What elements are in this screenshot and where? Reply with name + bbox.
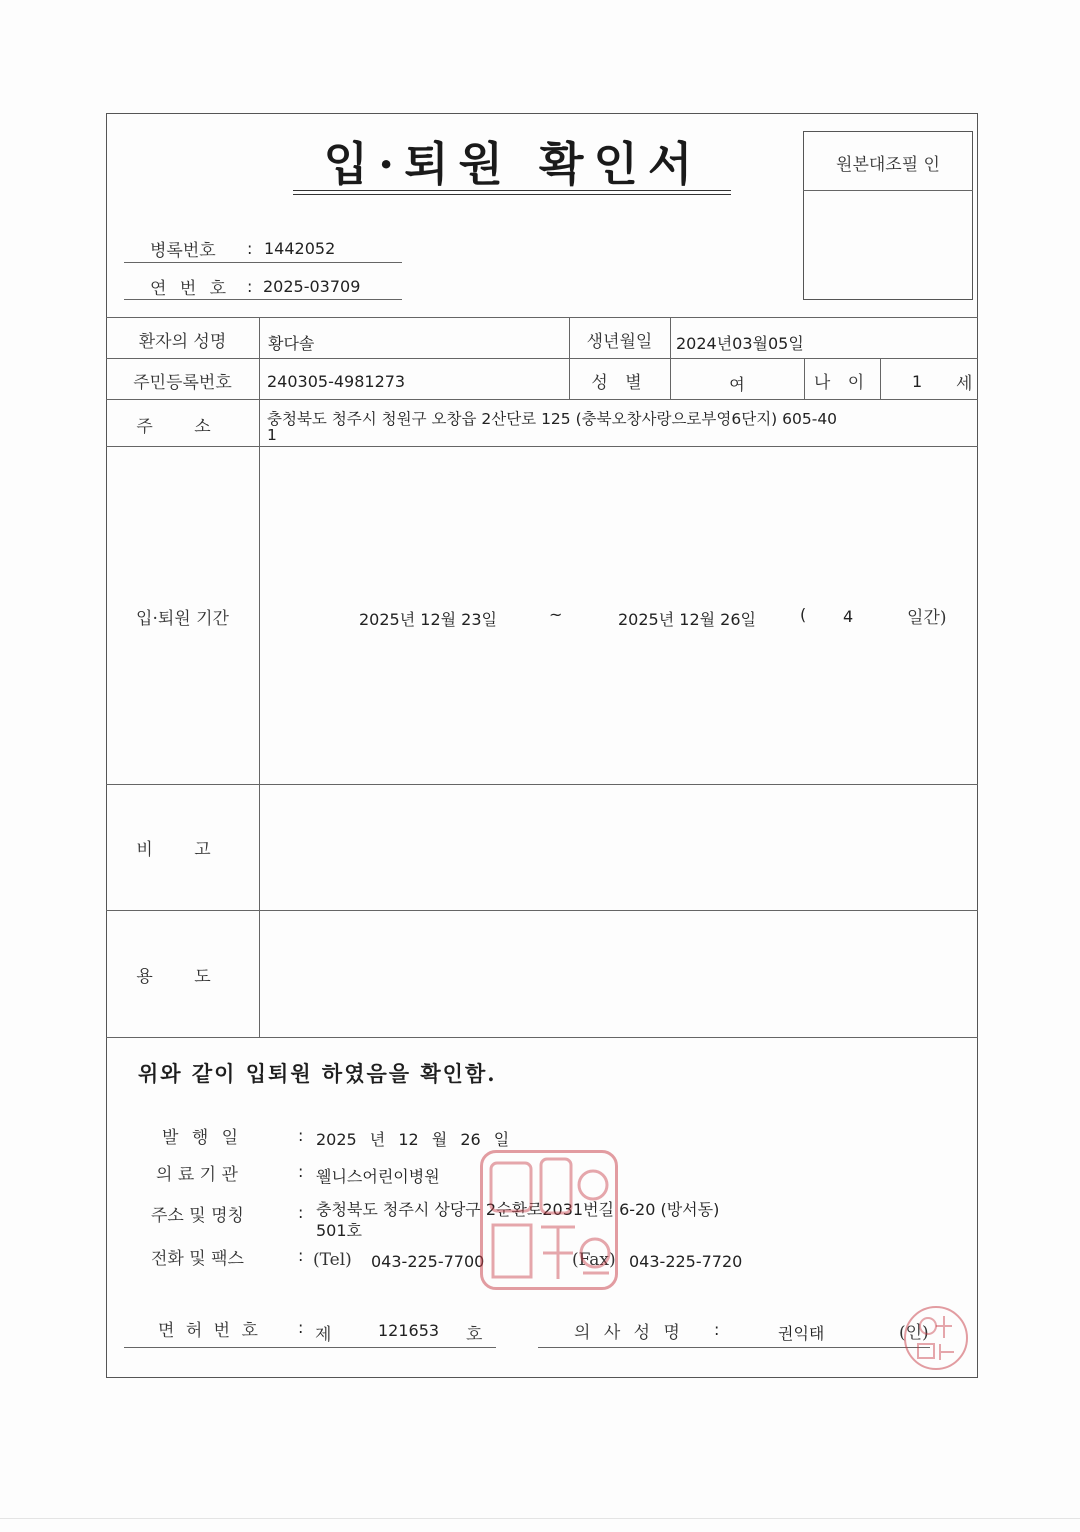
- table-line: [106, 784, 978, 785]
- seal-mark: (인): [899, 1323, 929, 1343]
- birth-label: 생년월일: [586, 332, 653, 352]
- tel-label: (Tel): [313, 1250, 352, 1270]
- medical-record-value: 1442052: [264, 239, 336, 258]
- doctor-value: 권익태: [778, 1324, 825, 1343]
- page-title: 입·퇴원 확인서: [323, 137, 703, 191]
- medical-record-colon: :: [247, 239, 253, 258]
- hospital-seal-graphic: [483, 1153, 615, 1287]
- title-underline-2: [293, 194, 731, 195]
- fax-value: 043-225-7720: [629, 1252, 743, 1271]
- original-check-label: 원본대조필 인: [836, 155, 940, 175]
- address-line-2: 1: [267, 426, 277, 444]
- period-days-suffix: 일간): [907, 608, 947, 628]
- confirm-statement: 위와 같이 입퇴원 하였음을 확인함.: [138, 1061, 497, 1086]
- purpose-label: 용 도: [136, 967, 229, 987]
- period-label: 입·퇴원 기간: [136, 609, 229, 629]
- medical-record-underline: [124, 262, 402, 263]
- period-end: 2025년 12월 26일: [618, 610, 756, 629]
- institution-value: 웰니스어린이병원: [316, 1167, 440, 1186]
- hospital-seal-stamp: [480, 1150, 618, 1290]
- doctor-seal-graphic: [906, 1308, 966, 1368]
- address-line-1: 충청북도 청주시 청원구 오창읍 2산단로 125 (충북오창사랑으로부영6단지) 605-40: [267, 410, 838, 428]
- period-days: 4: [843, 607, 854, 626]
- institution-label: 의 료 기 관: [156, 1165, 238, 1185]
- table-vline: [259, 317, 260, 1037]
- issue-date-value: 2025 년 12 월 26 일: [316, 1130, 510, 1149]
- patient-name-label: 환자의 성명: [138, 332, 227, 352]
- table-line: [106, 317, 978, 318]
- original-check-divider: [803, 190, 973, 191]
- age-unit: 세: [956, 374, 973, 394]
- table-line: [106, 399, 978, 400]
- license-value: 121653: [378, 1321, 440, 1340]
- issue-date-colon: :: [298, 1126, 304, 1145]
- doctor-label: 의 사 성 명: [574, 1323, 684, 1343]
- doctor-seal-stamp: [904, 1306, 968, 1370]
- issue-date-label: 발 행 일: [162, 1128, 243, 1148]
- rrn-value: 240305-4981273: [267, 372, 406, 391]
- issuer-address-line-2: 501호: [316, 1221, 362, 1240]
- institution-colon: :: [298, 1162, 304, 1181]
- fax-label: (Fax): [572, 1250, 616, 1270]
- license-colon: :: [298, 1318, 304, 1337]
- license-underline: [124, 1347, 496, 1348]
- rrn-label: 주민등록번호: [133, 373, 232, 393]
- scan-edge-line: [0, 1518, 1080, 1519]
- title-underline: [293, 190, 731, 191]
- serial-underline: [124, 299, 402, 300]
- medical-record-label: 병록번호: [150, 241, 216, 261]
- contact-label: 전화 및 팩스: [151, 1249, 244, 1269]
- address-label: 주 소: [136, 417, 229, 437]
- license-prefix: 제: [315, 1325, 332, 1345]
- contact-colon: :: [298, 1246, 304, 1265]
- patient-name-value: 황다솔: [268, 334, 315, 353]
- period-start: 2025년 12월 23일: [359, 610, 497, 629]
- period-paren-open: (: [800, 605, 807, 624]
- doctor-underline: [538, 1347, 930, 1348]
- remarks-label: 비 고: [136, 840, 229, 860]
- license-suffix: 호: [466, 1325, 483, 1345]
- table-line: [106, 1037, 978, 1038]
- issuer-address-line-1: 충청북도 청주시 상당구 2순환로2031번길 6-20 (방서동): [316, 1200, 720, 1219]
- birth-value: 2024년03월05일: [676, 334, 804, 353]
- period-tilde: ~: [549, 605, 563, 624]
- issuer-address-colon: :: [298, 1203, 304, 1222]
- doctor-colon: :: [714, 1320, 720, 1339]
- tel-value: 043-225-7700: [371, 1252, 485, 1271]
- serial-value: 2025-03709: [263, 277, 361, 296]
- serial-colon: :: [247, 277, 253, 296]
- serial-label: 연 번 호: [150, 279, 231, 299]
- table-vline: [880, 358, 881, 399]
- sex-label: 성 별: [591, 373, 648, 393]
- age-label: 나 이: [813, 373, 871, 393]
- table-line: [106, 358, 978, 359]
- license-label: 면 허 번 호: [158, 1321, 261, 1341]
- sex-value: 여: [729, 375, 745, 394]
- table-line: [106, 446, 978, 447]
- table-line: [106, 910, 978, 911]
- age-value: 1: [912, 372, 923, 391]
- issuer-address-label: 주소 및 명칭: [151, 1206, 244, 1226]
